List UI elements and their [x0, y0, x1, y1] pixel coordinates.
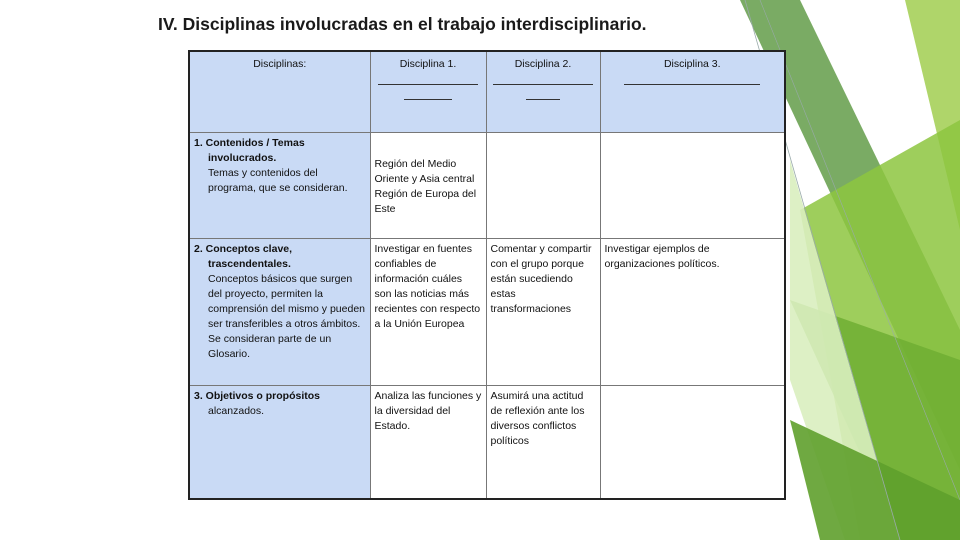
- row-title: 2. Conceptos clave,: [194, 243, 293, 255]
- row-label-contenidos: [189, 133, 370, 239]
- disciplines-table: [188, 50, 786, 500]
- table-row: [189, 133, 785, 239]
- table-cell: Región del Medio Oriente y Asia central Región de Europa del Este: [370, 133, 486, 239]
- table-cell: Comentar y compartir con el grupo porque están sucediendo estas transformaciones: [486, 239, 600, 386]
- row-description: Conceptos básicos que surgen del proyecto, permiten la comprensión del mismo y pueden ser transferibles a otros ámbitos. Se consideran parte de un Glosario.: [208, 273, 365, 360]
- header-cell-disciplina-2: [486, 51, 600, 133]
- header-label: Disciplinas:: [253, 58, 307, 70]
- row-title: 3. Objetivos o propósitos: [194, 390, 321, 402]
- row-label-conceptos: [189, 239, 370, 386]
- page-title: IV. Disciplinas involucradas en el trabajo interdisciplinario.: [158, 14, 647, 34]
- row-label-objetivos: [189, 386, 370, 500]
- table-cell: Analiza las funciones y la diversidad del Estado.: [370, 386, 486, 500]
- table-cell: [600, 386, 785, 500]
- blank-fill-line: [404, 99, 452, 100]
- blank-fill-line: [526, 99, 560, 100]
- row-description: Temas y contenidos del programa, que se consideran.: [208, 167, 348, 194]
- blank-fill-line: [378, 84, 478, 85]
- header-cell-disciplina-3: [600, 51, 785, 133]
- table-row: [189, 239, 785, 386]
- table-cell: [600, 133, 785, 239]
- header-cell-disciplinas: [189, 51, 370, 133]
- header-col2: Disciplina 2.: [514, 58, 572, 70]
- row-title: 1. Contenidos / Temas: [194, 137, 305, 149]
- blank-fill-line: [493, 84, 593, 85]
- header-cell-disciplina-1: [370, 51, 486, 133]
- row-description: alcanzados.: [208, 405, 265, 417]
- row-title-cont: involucrados.: [208, 152, 277, 164]
- table-cell: [486, 133, 600, 239]
- row-title-cont: trascendentales.: [208, 258, 291, 270]
- table-cell: Asumirá una actitud de reflexión ante los diversos conflictos políticos: [486, 386, 600, 500]
- header-col3: Disciplina 3.: [663, 58, 721, 70]
- table-row: [189, 386, 785, 500]
- table-header-row: [189, 51, 785, 133]
- table-cell: Investigar en fuentes confiables de información cuáles son las noticias más recientes con respecto a la Unión Europea: [370, 239, 486, 386]
- blank-fill-line: [624, 84, 760, 85]
- table-cell: Investigar ejemplos de organizaciones políticos.: [600, 239, 785, 386]
- header-col1: Disciplina 1.: [399, 58, 457, 70]
